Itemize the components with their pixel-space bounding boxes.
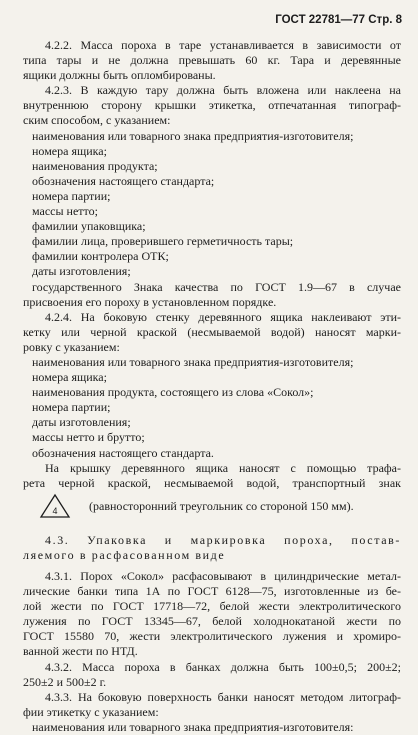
text-line: 250±2 и 500±2 г. (23, 674, 107, 689)
text-line: 4.3.1. Порох «Сокол» расфасовывают в цилиндрические метал- (45, 569, 401, 583)
transport-sign-line (23, 491, 401, 521)
text-line: ГОСТ 15580 70, жести электролитического лужения и хромиро- (23, 629, 401, 644)
text-line: 4.3. Упаковка и маркировка пороха, постав- (45, 532, 401, 547)
transport-sign-text: (равносторонний треугольник со стороной 150 мм). (89, 498, 354, 513)
section-4-2 (23, 38, 401, 491)
text-line: лужения по ГОСТ 13345—67, белой холоднокатаной жести по (23, 614, 401, 629)
text-line: номера ящика; (32, 370, 107, 385)
text-line: рета черной краской, несмываемой водой, транспортный знак (23, 475, 401, 490)
text-line: фамилии упаковщика; (32, 219, 146, 234)
text-line: номера партии; (32, 188, 111, 203)
text-line: даты изготовления; (32, 264, 131, 279)
text-line: внутреннюю сторону крышки этикетка, отпечатанная типограф- (23, 98, 401, 113)
text-line: ляемого в расфасованном виде (23, 547, 226, 562)
text-line: наименования продукта, состоящего из слова «Сокол»; (32, 385, 314, 400)
svg-text:4: 4 (52, 505, 58, 516)
text-line: присвоения его пороху в установленном порядке. (23, 294, 277, 309)
text-line: фамилии лица, проверившего герметичность тары; (32, 234, 294, 249)
text-line: ским способом, с указанием: (23, 113, 171, 128)
text-line: обозначения настоящего стандарта. (32, 445, 214, 460)
text-line: На крышку деревянного ящика наносят с помощью трафа- (45, 460, 401, 475)
text-line: наименования продукта; (32, 158, 158, 173)
document-body (23, 38, 401, 735)
text-line: номера партии; (32, 400, 111, 415)
text-line: лой жести по ГОСТ 17718—72, белой жести электролитического (23, 599, 401, 614)
text-line: наименования или товарного знака предприятия-изготовителя: (32, 719, 354, 734)
section-4-3-heading (23, 533, 401, 563)
text-line: номера ящика; (32, 143, 107, 158)
text-line: фамилии контролера ОТК; (32, 249, 169, 264)
text-line: массы нетто и брутто; (32, 430, 145, 445)
text-line: ровку с указанием: (23, 339, 120, 354)
text-line: 4.2.4. На боковую стенку деревянного ящика наклеивают эти- (45, 309, 401, 324)
text-line: наименования или товарного знака предприятия-изготовителя; (32, 354, 354, 369)
text-line: обозначения настоящего стандарта; (32, 173, 215, 188)
text-line: кетку или черной краской (несмываемой водой) наносят марки- (23, 324, 401, 339)
text-line: лические банки типа 1А по ГОСТ 6128—75, изготовленные из бе- (23, 584, 401, 599)
text-line: 4.2.2. Масса пороха в таре устанавливается в зависимости от (45, 38, 401, 52)
text-line: 4.3.2. Масса пороха в банках должна быть 100±0,5; 200±2; (45, 659, 401, 674)
section-4-3 (23, 569, 401, 735)
text-line: ванной жести по НТД. (23, 644, 138, 659)
hazard-triangle-icon (39, 493, 71, 519)
text-line: 4.3.3. На боковую поверхность банки наносят методом литограф- (45, 689, 401, 704)
text-line: наименования или товарного знака предприятия-изготовителя; (32, 128, 354, 143)
text-line: 4.2.3. В каждую тару должна быть вложена или наклеена на (45, 83, 401, 98)
text-line: государственного Знака качества по ГОСТ 1.9—67 в случае (32, 279, 401, 294)
page-header: ГОСТ 22781—77 Стр. 8 (275, 14, 402, 26)
text-line: фии этикетку с указанием: (23, 704, 159, 719)
text-line: массы нетто; (32, 204, 98, 219)
text-line: типа тары и не должна превышать 60 кг. Тара и деревянные (23, 53, 401, 68)
text-line: ящики должны быть опломбированы. (23, 68, 216, 83)
text-line: даты изготовления; (32, 415, 131, 430)
